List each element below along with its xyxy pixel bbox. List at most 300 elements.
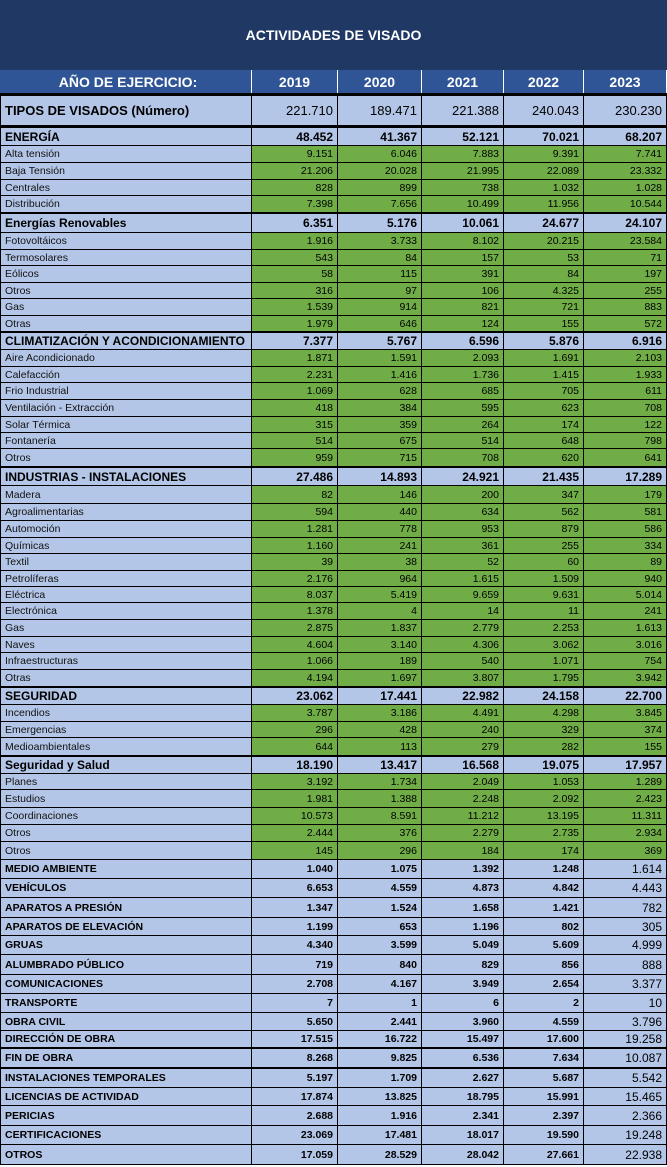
value-cell: 4.842 (504, 879, 584, 897)
value-cell: 829 (422, 955, 504, 974)
value-cell: 48.452 (252, 128, 338, 145)
header-row (0, 70, 667, 95)
value-cell: 221.388 (422, 96, 504, 125)
value-cell: 1.691 (504, 350, 584, 366)
value-cell: 11.311 (584, 808, 667, 824)
value-cell: 1.614 (584, 860, 667, 878)
row-label: Petrolíferas (0, 571, 252, 586)
row-label: Coordinaciones (0, 808, 252, 824)
category-row (0, 1088, 667, 1106)
value-cell: 5.650 (252, 1013, 338, 1030)
value-cell: 374 (584, 722, 667, 737)
value-cell: 1.658 (422, 898, 504, 917)
row-label: COMUNICACIONES (0, 975, 252, 993)
value-cell: 157 (422, 250, 504, 265)
value-cell: 21.995 (422, 163, 504, 179)
value-cell: 174 (504, 417, 584, 432)
value-cell: 1.415 (504, 367, 584, 382)
value-cell: 22.700 (584, 688, 667, 704)
value-cell: 1.416 (338, 367, 422, 382)
value-cell: 1.981 (252, 790, 338, 807)
value-cell: 200 (422, 486, 504, 503)
value-cell: 23.332 (584, 163, 667, 179)
value-cell: 1.066 (252, 653, 338, 669)
value-cell: 595 (422, 400, 504, 416)
row-label: Calefacción (0, 367, 252, 382)
row-label: Fontanería (0, 433, 252, 448)
value-cell: 10.544 (584, 196, 667, 212)
row-label: Baja Tensión (0, 163, 252, 179)
value-cell: 10.087 (584, 1049, 667, 1067)
row-label: Otros (0, 825, 252, 841)
value-cell: 2.688 (252, 1106, 338, 1125)
value-cell: 685 (422, 383, 504, 399)
value-cell: 52.121 (422, 128, 504, 145)
value-cell: 24.677 (504, 214, 584, 232)
value-cell: 19.590 (504, 1126, 584, 1144)
row-label: Otras (0, 670, 252, 686)
value-cell: 17.515 (252, 1031, 338, 1047)
value-cell: 84 (504, 266, 584, 282)
value-cell: 5.687 (504, 1069, 584, 1087)
row-label: Termosolares (0, 250, 252, 265)
value-cell: 282 (504, 738, 584, 755)
category-row (0, 898, 667, 918)
value-cell: 53 (504, 250, 584, 265)
value-cell: 124 (422, 316, 504, 331)
value-cell: 4.559 (504, 1013, 584, 1030)
value-cell: 1.871 (252, 350, 338, 366)
category-row (0, 467, 667, 486)
value-cell: 7.634 (504, 1049, 584, 1067)
value-cell: 2.231 (252, 367, 338, 382)
row-label: Automoción (0, 521, 252, 537)
value-cell: 6.653 (252, 879, 338, 897)
value-cell: 514 (422, 433, 504, 448)
year-header: 2022 (504, 70, 584, 93)
value-cell: 6.351 (252, 214, 338, 232)
value-cell: 4.340 (252, 936, 338, 954)
category-row (0, 918, 667, 936)
value-cell: 4.325 (504, 283, 584, 298)
row-label: TRANSPORTE (0, 994, 252, 1012)
value-cell: 113 (338, 738, 422, 755)
row-label: INSTALACIONES TEMPORALES (0, 1069, 252, 1087)
subcategory-row (0, 316, 667, 332)
value-cell: 705 (504, 383, 584, 399)
value-cell: 5.609 (504, 936, 584, 954)
value-cell: 4.167 (338, 975, 422, 993)
value-cell: 9.391 (504, 146, 584, 162)
value-cell: 15.991 (504, 1088, 584, 1105)
value-cell: 2.444 (252, 825, 338, 841)
value-cell: 17.289 (584, 468, 667, 485)
value-cell: 418 (252, 400, 338, 416)
value-cell: 10.573 (252, 808, 338, 824)
value-cell: 38 (338, 554, 422, 570)
value-cell: 115 (338, 266, 422, 282)
value-cell: 361 (422, 538, 504, 553)
subcategory-row (0, 637, 667, 653)
value-cell: 1.734 (338, 774, 422, 789)
value-cell: 1.075 (338, 860, 422, 878)
value-cell: 22.089 (504, 163, 584, 179)
value-cell: 28.042 (422, 1145, 504, 1164)
row-label: Otros (0, 842, 252, 859)
value-cell: 2.253 (504, 620, 584, 636)
value-cell: 440 (338, 504, 422, 520)
value-cell: 11 (504, 603, 584, 619)
year-header: 2021 (422, 70, 504, 93)
value-cell: 940 (584, 571, 667, 586)
value-cell: 16.568 (422, 757, 504, 773)
value-cell: 15.465 (584, 1088, 667, 1105)
value-cell: 384 (338, 400, 422, 416)
row-label: OBRA CIVIL (0, 1013, 252, 1030)
subcategory-row (0, 504, 667, 521)
value-cell: 2.423 (584, 790, 667, 807)
subcategory-row (0, 705, 667, 722)
value-cell: 4.873 (422, 879, 504, 897)
category-row (0, 687, 667, 705)
row-label: MEDIO AMBIENTE (0, 860, 252, 878)
value-cell: 721 (504, 299, 584, 315)
category-row (0, 1106, 667, 1126)
value-cell: 184 (422, 842, 504, 859)
value-cell: 13.195 (504, 808, 584, 824)
value-cell: 648 (504, 433, 584, 448)
row-label: Textil (0, 554, 252, 570)
row-label: Planes (0, 774, 252, 789)
value-cell: 3.807 (422, 670, 504, 686)
value-cell: 24.921 (422, 468, 504, 485)
value-cell: 4.604 (252, 637, 338, 652)
value-cell: 514 (252, 433, 338, 448)
value-cell: 964 (338, 571, 422, 586)
value-cell: 646 (338, 316, 422, 331)
category-row (0, 1126, 667, 1145)
value-cell: 1.933 (584, 367, 667, 382)
row-label: Otros (0, 283, 252, 298)
value-cell: 1.160 (252, 538, 338, 553)
value-cell: 17.600 (504, 1031, 584, 1047)
value-cell: 189 (338, 653, 422, 669)
category-row (0, 1069, 667, 1088)
value-cell: 543 (252, 250, 338, 265)
value-cell: 6.536 (422, 1049, 504, 1067)
value-cell: 9.659 (422, 587, 504, 602)
category-row (0, 213, 667, 233)
category-row (0, 1049, 667, 1069)
value-cell: 1.069 (252, 383, 338, 399)
value-cell: 10 (584, 994, 667, 1012)
value-cell: 428 (338, 722, 422, 737)
value-cell: 1.199 (252, 918, 338, 935)
value-cell: 7.883 (422, 146, 504, 162)
value-cell: 8.268 (252, 1049, 338, 1067)
value-cell: 2.779 (422, 620, 504, 636)
subcategory-row (0, 449, 667, 467)
value-cell: 17.957 (584, 757, 667, 773)
value-cell: 3.062 (504, 637, 584, 652)
value-cell: 959 (252, 449, 338, 466)
value-cell: 821 (422, 299, 504, 315)
value-cell: 16.722 (338, 1031, 422, 1047)
subcategory-row (0, 250, 667, 266)
subcategory-row (0, 825, 667, 842)
value-cell: 708 (584, 400, 667, 416)
value-cell: 230.230 (584, 96, 667, 125)
row-label: Madera (0, 486, 252, 503)
value-cell: 22.982 (422, 688, 504, 704)
value-cell: 5.876 (504, 333, 584, 349)
value-cell: 623 (504, 400, 584, 416)
value-cell: 27.661 (504, 1145, 584, 1164)
value-cell: 1.591 (338, 350, 422, 366)
value-cell: 255 (584, 283, 667, 298)
value-cell: 369 (584, 842, 667, 859)
value-cell: 1 (338, 994, 422, 1012)
subcategory-row (0, 587, 667, 603)
value-cell: 18.795 (422, 1088, 504, 1105)
value-cell: 1.028 (584, 180, 667, 195)
value-cell: 715 (338, 449, 422, 466)
value-cell: 2.875 (252, 620, 338, 636)
row-label: Ventilación - Extracción (0, 400, 252, 416)
value-cell: 11.212 (422, 808, 504, 824)
value-cell: 334 (584, 538, 667, 553)
subcategory-row (0, 163, 667, 180)
value-cell: 611 (584, 383, 667, 399)
subcategory-row (0, 670, 667, 687)
value-cell: 7.398 (252, 196, 338, 212)
value-cell: 84 (338, 250, 422, 265)
value-cell: 71 (584, 250, 667, 265)
value-cell: 197 (584, 266, 667, 282)
category-row (0, 975, 667, 994)
value-cell: 10.499 (422, 196, 504, 212)
value-cell: 2.441 (338, 1013, 422, 1030)
value-cell: 13.417 (338, 757, 422, 773)
value-cell: 3.016 (584, 637, 667, 652)
value-cell: 155 (584, 738, 667, 755)
row-label: ENERGÍA (0, 128, 252, 145)
row-label: Naves (0, 637, 252, 652)
value-cell: 70.021 (504, 128, 584, 145)
value-cell: 1.378 (252, 603, 338, 619)
value-cell: 594 (252, 504, 338, 520)
value-cell: 7.741 (584, 146, 667, 162)
row-label: Solar Térmica (0, 417, 252, 432)
value-cell: 2.708 (252, 975, 338, 993)
value-cell: 23.062 (252, 688, 338, 704)
value-cell: 17.441 (338, 688, 422, 704)
value-cell: 255 (504, 538, 584, 553)
value-cell: 914 (338, 299, 422, 315)
subcategory-row (0, 417, 667, 433)
row-label: Alta tensión (0, 146, 252, 162)
row-label: Distribución (0, 196, 252, 212)
value-cell: 641 (584, 449, 667, 466)
subcategory-row (0, 266, 667, 283)
value-cell: 14.893 (338, 468, 422, 485)
value-cell: 10.061 (422, 214, 504, 232)
row-label: Infraestructuras (0, 653, 252, 669)
subcategory-row (0, 433, 667, 449)
value-cell: 1.388 (338, 790, 422, 807)
row-label: Emergencias (0, 722, 252, 737)
value-cell: 1.539 (252, 299, 338, 315)
value-cell: 221.710 (252, 96, 338, 125)
value-cell: 6 (422, 994, 504, 1012)
row-label: Fotovoltáicos (0, 233, 252, 249)
value-cell: 562 (504, 504, 584, 520)
category-row (0, 1013, 667, 1031)
value-cell: 2.934 (584, 825, 667, 841)
value-cell: 20.028 (338, 163, 422, 179)
row-label: Energías Renovables (0, 214, 252, 232)
value-cell: 5.197 (252, 1069, 338, 1087)
value-cell: 782 (584, 898, 667, 917)
subcategory-row (0, 367, 667, 383)
value-cell: 572 (584, 316, 667, 331)
value-cell: 17.059 (252, 1145, 338, 1164)
value-cell: 5.767 (338, 333, 422, 349)
value-cell: 3.796 (584, 1013, 667, 1030)
table-title: ACTIVIDADES DE VISADO (0, 0, 667, 70)
value-cell: 15.497 (422, 1031, 504, 1047)
value-cell: 2.366 (584, 1106, 667, 1125)
value-cell: 675 (338, 433, 422, 448)
category-row (0, 1145, 667, 1165)
value-cell: 1.071 (504, 653, 584, 669)
value-cell: 17.481 (338, 1126, 422, 1144)
value-cell: 1.837 (338, 620, 422, 636)
value-cell: 174 (504, 842, 584, 859)
value-cell: 1.979 (252, 316, 338, 331)
row-label: Agroalimentarias (0, 504, 252, 520)
value-cell: 21.435 (504, 468, 584, 485)
value-cell: 1.421 (504, 898, 584, 917)
value-cell: 5.049 (422, 936, 504, 954)
value-cell: 1.613 (584, 620, 667, 636)
value-cell: 28.529 (338, 1145, 422, 1164)
value-cell: 2.341 (422, 1106, 504, 1125)
value-cell: 4.306 (422, 637, 504, 652)
value-cell: 39 (252, 554, 338, 570)
value-cell: 2.735 (504, 825, 584, 841)
value-cell: 4.443 (584, 879, 667, 897)
value-cell: 20.215 (504, 233, 584, 249)
row-label: Eléctrica (0, 587, 252, 602)
row-label: Centrales (0, 180, 252, 195)
value-cell: 19.075 (504, 757, 584, 773)
value-cell: 179 (584, 486, 667, 503)
subcategory-row (0, 299, 667, 316)
value-cell: 1.697 (338, 670, 422, 686)
value-cell: 8.591 (338, 808, 422, 824)
year-header: 2020 (338, 70, 422, 93)
value-cell: 4.491 (422, 705, 504, 721)
value-cell: 359 (338, 417, 422, 432)
value-cell: 5.542 (584, 1069, 667, 1087)
subcategory-row (0, 653, 667, 670)
value-cell: 6.916 (584, 333, 667, 349)
value-cell: 754 (584, 653, 667, 669)
value-cell: 23.584 (584, 233, 667, 249)
value-cell: 2.279 (422, 825, 504, 841)
value-cell: 305 (584, 918, 667, 935)
subcategory-row (0, 383, 667, 400)
subcategory-row (0, 722, 667, 738)
value-cell: 2.103 (584, 350, 667, 366)
row-label: Medioambientales (0, 738, 252, 755)
value-cell: 122 (584, 417, 667, 432)
value-cell: 21.206 (252, 163, 338, 179)
category-row (0, 936, 667, 955)
subcategory-row (0, 283, 667, 299)
row-label: Otras (0, 316, 252, 331)
value-cell: 14 (422, 603, 504, 619)
value-cell: 1.196 (422, 918, 504, 935)
value-cell: 1.736 (422, 367, 504, 382)
value-cell: 347 (504, 486, 584, 503)
value-cell: 1.032 (504, 180, 584, 195)
row-label: CERTIFICACIONES (0, 1126, 252, 1144)
value-cell: 899 (338, 180, 422, 195)
value-cell: 376 (338, 825, 422, 841)
row-label: Estudios (0, 790, 252, 807)
value-cell: 620 (504, 449, 584, 466)
value-cell: 9.151 (252, 146, 338, 162)
value-cell: 2.627 (422, 1069, 504, 1087)
value-cell: 6.046 (338, 146, 422, 162)
value-cell: 22.938 (584, 1145, 667, 1164)
value-cell: 708 (422, 449, 504, 466)
year-header: 2023 (584, 70, 667, 93)
value-cell: 315 (252, 417, 338, 432)
value-cell: 4.559 (338, 879, 422, 897)
value-cell: 2.092 (504, 790, 584, 807)
value-cell: 2.049 (422, 774, 504, 789)
subcategory-row (0, 233, 667, 250)
value-cell: 189.471 (338, 96, 422, 125)
value-cell: 883 (584, 299, 667, 315)
value-cell: 1.347 (252, 898, 338, 917)
value-cell: 4 (338, 603, 422, 619)
value-cell: 540 (422, 653, 504, 669)
value-cell: 8.037 (252, 587, 338, 602)
row-label: GRUAS (0, 936, 252, 954)
value-cell: 1.509 (504, 571, 584, 586)
value-cell: 18.017 (422, 1126, 504, 1144)
value-cell: 828 (252, 180, 338, 195)
value-cell: 7 (252, 994, 338, 1012)
row-label: CLIMATIZACIÓN Y ACONDICIONAMIENTO (0, 333, 252, 349)
row-label: APARATOS DE ELEVACIÓN (0, 918, 252, 935)
value-cell: 888 (584, 955, 667, 974)
value-cell: 4.999 (584, 936, 667, 954)
value-cell: 146 (338, 486, 422, 503)
value-cell: 3.192 (252, 774, 338, 789)
category-row (0, 756, 667, 774)
value-cell: 2.654 (504, 975, 584, 993)
value-cell: 52 (422, 554, 504, 570)
value-cell: 1.281 (252, 521, 338, 537)
value-cell: 879 (504, 521, 584, 537)
row-label: Gas (0, 620, 252, 636)
value-cell: 634 (422, 504, 504, 520)
